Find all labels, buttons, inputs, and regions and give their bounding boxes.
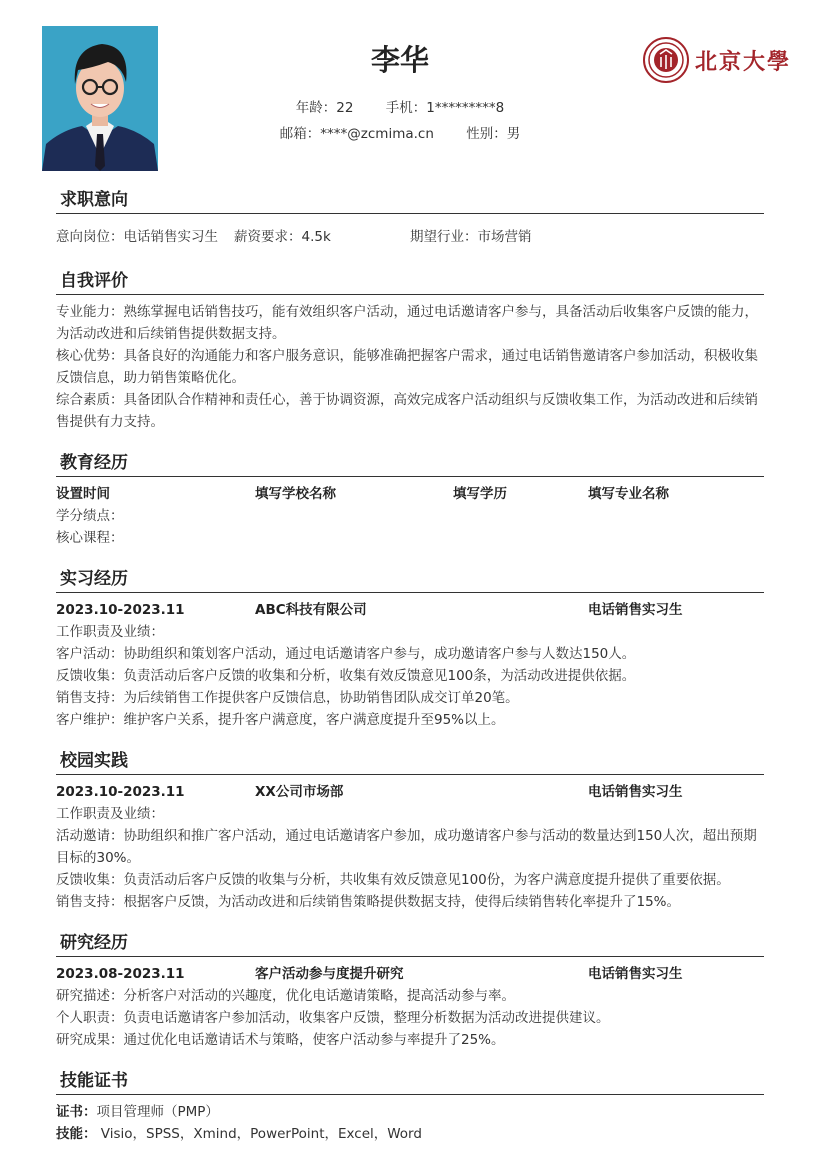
desired-industry: 期望行业：市场营销 <box>410 229 532 245</box>
detail-line: 反馈收集：负责活动后客户反馈的收集和分析，收集有效反馈意见100条，为活动改进提供依据。 <box>56 668 636 684</box>
section-research <box>56 929 764 1051</box>
role: 电话销售实习生 <box>588 784 683 800</box>
courses-line: 核心课程： <box>56 530 124 546</box>
section-title: 实习经历 <box>56 565 764 593</box>
paragraph: 综合素质：具备团队合作精神和责任心，善于协调资源，高效完成客户活动组织与反馈收集工作，为活动改进和后续销售提供有力支持。 <box>56 392 758 430</box>
role: 电话销售实习生 <box>588 602 683 618</box>
section-title: 求职意向 <box>56 186 764 214</box>
email-value: ****@zcmima.cn <box>320 126 434 142</box>
cert-value: 项目管理师（PMP） <box>96 1104 219 1120</box>
organization: ABC科技有限公司 <box>255 602 367 618</box>
detail-line: 反馈收集：负责活动后客户反馈的收集与分析，共收集有效反馈意见100份，为客户满意度提升提供了重要依据。 <box>56 872 730 888</box>
basic-info-row-1 <box>220 96 580 116</box>
desired-position: 意向岗位：电话销售实习生 <box>56 229 218 245</box>
time: 2023.10-2023.11 <box>56 602 185 618</box>
salary-requirement: 薪资要求：4.5k <box>234 229 331 245</box>
section-skills <box>56 1067 764 1145</box>
certificate-line <box>56 1101 764 1123</box>
research-row <box>56 963 764 985</box>
detail-line: 客户维护：维护客户关系，提升客户满意度，客户满意度提升至95%以上。 <box>56 712 505 728</box>
project: 客户活动参与度提升研究 <box>255 966 404 982</box>
campus-row <box>56 781 764 803</box>
section-title: 自我评价 <box>56 267 764 295</box>
detail-line: 工作职责及业绩： <box>56 624 164 640</box>
time: 2023.08-2023.11 <box>56 966 185 982</box>
age-value: 22 <box>336 100 354 116</box>
organization: XX公司市场部 <box>255 784 344 800</box>
time: 2023.10-2023.11 <box>56 784 185 800</box>
school: 填写学校名称 <box>255 486 336 502</box>
university-logo-text: 北京大學 <box>695 48 792 75</box>
section-campus-practice <box>56 747 764 913</box>
section-internship <box>56 565 764 731</box>
education-row <box>56 483 764 505</box>
gpa-line: 学分绩点： <box>56 508 124 524</box>
section-title: 技能证书 <box>56 1067 764 1095</box>
skills-label: 技能： <box>56 1126 97 1142</box>
degree: 填写学历 <box>453 486 507 502</box>
detail-line: 工作职责及业绩： <box>56 806 164 822</box>
section-title: 研究经历 <box>56 929 764 957</box>
role: 电话销售实习生 <box>588 966 683 982</box>
detail-line: 客户活动：协助组织和策划客户活动，通过电话邀请客户参与，成功邀请客户参与人数达150人。 <box>56 646 636 662</box>
section-job-intent <box>56 186 764 248</box>
section-title: 教育经历 <box>56 449 764 477</box>
skills-value: Visio，SPSS，Xmind，PowerPoint，Excel，Word <box>96 1126 422 1142</box>
section-education <box>56 449 764 549</box>
paragraph: 核心优势：具备良好的沟通能力和客户服务意识，能够准确把握客户需求，通过电话销售邀请客户参加活动，积极收集反馈信息，助力销售策略优化。 <box>56 348 758 386</box>
basic-info-row-2 <box>220 122 580 142</box>
resume-body <box>56 186 764 1145</box>
candidate-name: 李华 <box>370 43 429 77</box>
skills-line <box>56 1123 764 1145</box>
detail-line: 研究成果：通过优化电话邀请话术与策略，使客户活动参与率提升了25%。 <box>56 1032 505 1048</box>
detail-line: 销售支持：根据客户反馈，为活动改进和后续销售策略提供数据支持，使得后续销售转化率提升了15%。 <box>56 894 681 910</box>
email-label: 邮箱： <box>279 126 321 142</box>
university-seal-icon <box>643 37 689 83</box>
section-self-evaluation <box>56 267 764 433</box>
gender-value: 男 <box>506 126 521 142</box>
detail-line: 活动邀请：协助组织和推广客户活动，通过电话邀请客户参加，成功邀请客户参与活动的数量达到150人次，超出预期目标的30%。 <box>56 828 757 866</box>
phone-label: 手机： <box>385 100 427 116</box>
gender-label: 性别： <box>466 126 507 142</box>
age-label: 年龄： <box>295 100 337 116</box>
phone-value: 1*********8 <box>426 100 505 116</box>
section-title: 校园实践 <box>56 747 764 775</box>
time: 设置时间 <box>56 486 110 502</box>
detail-line: 研究描述：分析客户对活动的兴趣度，优化电话邀请策略，提高活动参与率。 <box>56 988 515 1004</box>
detail-line: 销售支持：为后续销售工作提供客户反馈信息，协助销售团队成交订单20笔。 <box>56 690 519 706</box>
paragraph: 专业能力：熟练掌握电话销售技巧，能有效组织客户活动，通过电话邀请客户参与，具备活动后收集客户反馈的能力，为活动改进和后续销售提供数据支持。 <box>56 304 758 342</box>
major: 填写专业名称 <box>588 486 669 502</box>
internship-row <box>56 599 764 621</box>
cert-label: 证书： <box>56 1104 97 1120</box>
detail-line: 个人职责：负责电话邀请客户参加活动，收集客户反馈，整理分析数据为活动改进提供建议。 <box>56 1010 610 1026</box>
profile-photo <box>42 26 158 171</box>
university-logo <box>643 36 795 84</box>
